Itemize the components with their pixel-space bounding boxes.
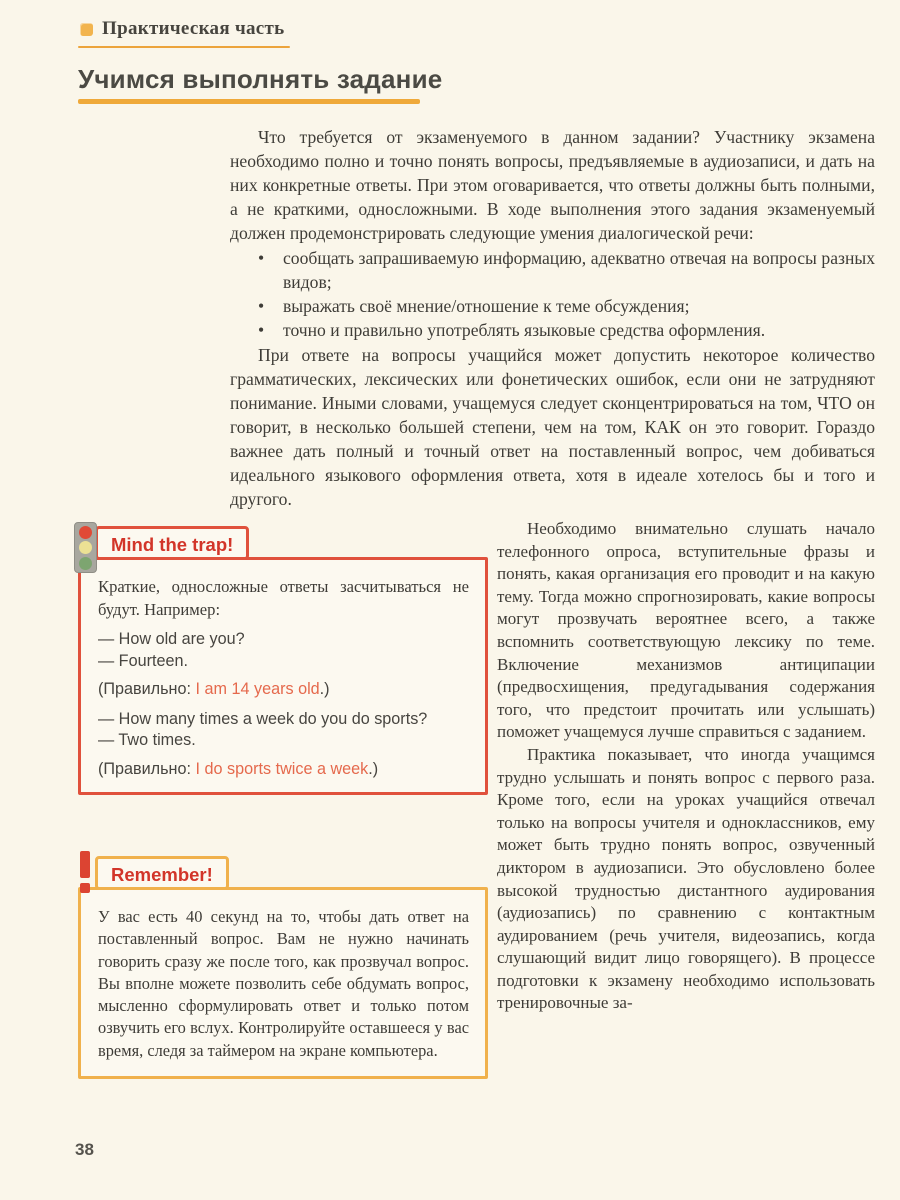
intro-paragraph-1: Что требуется от экзаменуемого в данном задании? Участнику экзамена необходимо полно и точно понять вопросы, предъявляемые в аудиозаписи, и дать на них конкретные ответы. При этом оговаривается, что ответы должны быть полными, а не краткими, односложными. В ходе выполнения этого задания экзаменуемый должен продемонстрировать следующие умения диалогической речи: [230,127,875,243]
title-rule [78,99,420,104]
list-item: • сообщать запрашиваемую информацию, адекватно отвечая на вопросы разных видов; [230,246,875,294]
correct-answer-line [98,679,469,701]
dialog-question: — How many times a week do you do sports? [98,709,428,728]
remember-callout [78,863,488,1079]
mind-the-trap-callout [78,533,488,795]
dialog-question: — How old are you? [98,630,245,648]
exclamation-icon [79,851,91,897]
traffic-light-green [79,557,92,570]
two-column-area [78,518,875,1079]
dialog-example [98,629,469,701]
exclamation-bar [80,851,90,878]
skills-list [230,246,875,342]
running-head [78,18,875,40]
intro-text [230,125,875,511]
dialog-answer: — Two times. [98,731,196,749]
intro-paragraph-2: При ответе на вопросы учащийся может допустить некоторое количество грамматических, лексических или фонетических ошибок, если они не затрудняют понимание. Иными словами, учащемуся следует сконцентрироваться на том, ЧТО он говорит, в несколько большей степени, чем на том, КАК он это говорит. Гораздо важнее дать полный и точный ответ на поставленный вопрос, чем добиваться идеального языкового оформления ответа, хотя в идеале хотелось бы и того и другого. [230,345,875,509]
correct-prefix: (Правильно: [98,759,196,778]
remember-body [78,887,488,1079]
left-column [78,518,488,1079]
correct-answer-text: I am 14 years old [195,680,320,698]
correct-suffix: .) [368,759,379,778]
trap-intro-text: Краткие, односложные ответы засчитываться не будут. Например: [98,577,469,619]
traffic-light-yellow [79,541,92,554]
correct-answer-line [98,759,469,781]
correct-answer-text: I do sports twice a week [195,759,369,778]
mind-the-trap-label: Mind the trap! [95,526,249,560]
orange-square-bullet-icon [80,23,93,36]
right-paragraph-1: Необходимо внимательно слушать начало телефонного опроса, вступительные фразы и понять, какая организация его проводит и на какую тему. Тогда можно спрогнозировать, какие вопросы могут прозвучать вероятнее всего, а также вспомнить соответствующую лексику по теме. Включение механизмов антиципации (предвосхищения, предугадывания содержания того, что предстоит прочитать или услышать) поможет учащемуся лучше справиться с заданием. [497,519,875,742]
section-label: Практическая часть [102,18,285,39]
correct-suffix: .) [319,680,330,698]
right-paragraph-2: Практика показывает, что иногда учащимся трудно услышать и понять вопрос с первого раза. Кроме того, если на уроках учащийся отвечал только на вопросы учителя и одноклассников, ему может быть трудно понять вопрос, озвученный диктором в аудиозаписи. Это обусловлено более высокой трудностью дистантного аудирования (аудиозапись) по сравнению с контактным аудированием (речь учителя, видеозапись, когда слушающий видит лицо говорящего). В процессе подготовки к экзамену необходимо использовать тренировочные за- [497,744,875,1013]
traffic-light-red [79,526,92,539]
mind-the-trap-body [78,557,488,795]
right-column [497,518,875,1079]
list-item: • точно и правильно употреблять языковые средства оформления. [230,318,875,342]
remember-text: У вас есть 40 секунд на то, чтобы дать ответ на поставленный вопрос. Вам не нужно начинать говорить сразу же после того, как прозвучал вопрос. Вы вполне можете позволить себе обдумать вопрос, мысленно сформулировать ответ и только потом озвучить его вслух. Контролируйте оставшееся у вас время, следя за таймером на экране компьютера. [98,907,469,1060]
list-item: • выражать своё мнение/отношение к теме обсуждения; [230,294,875,318]
exclamation-dot [80,883,90,893]
running-head-rule [78,46,290,48]
remember-label: Remember! [95,856,229,890]
dialog-answer: — Fourteen. [98,651,188,670]
traffic-light-icon [74,522,97,573]
page-number: 38 [75,1140,94,1159]
dialog-example [98,709,469,781]
correct-prefix: (Правильно: [98,680,196,698]
page-title: Учимся выполнять задание [78,64,443,94]
